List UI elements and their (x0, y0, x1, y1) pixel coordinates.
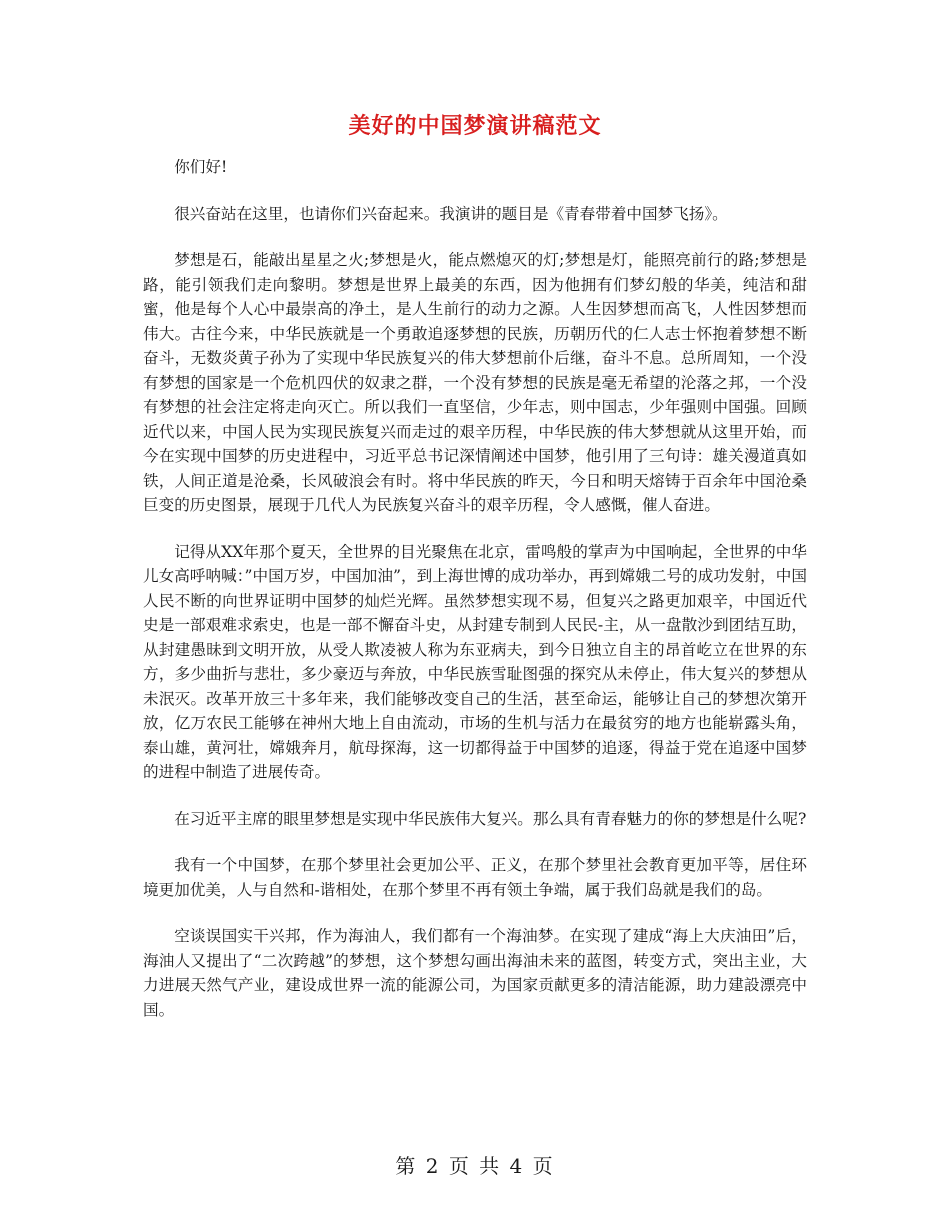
page-title: 美好的中国梦演讲稿范文 (348, 113, 602, 139)
paragraph-greeting: 你们好! (174, 158, 228, 176)
paragraph-my-dream: 我有一个中国梦，在那个梦里社会更加公平、正义，在那个梦里社会教育更加平等，居住环境更加优美，人与自然和-谐相处，在那个梦里不再有领土争端，属于我们岛就是我们的岛。 (143, 856, 807, 899)
paragraph-history: 记得从XX年那个夏天，全世界的目光聚焦在北京，雷鸣般的掌声为中国响起，全世界的中华儿女高呼呐喊：”中国万岁，中国加油”，到上海世博的成功举办，再到嫦娥二号的成功发射，中国人民不断的向世界证明中国梦的灿烂光辉。虽然梦想实现不易，但复兴之路更加艰辛，中国近代史是一部艰难求索史，也是一部不懈奋斗史，从封建专制到人民民-主，从一盘散沙到团结互助，从封建愚昧到文明开放，从受人欺凌被人称为东亚病夫，到今日独立自主的昂首屹立在世界的东方，多少曲折与悲壮，多少豪迈与奔放，中华民族雪耻图强的探究从未停止，伟大复兴的梦想从未泯灭。改革开放三十多年来，我们能够改变自己的生活，甚至命运，能够让自己的梦想次第开放，亿万农民工能够在神州大地上自由流动，市场的生机与活力在最贫穷的地方也能崭露头角，泰山雄，黄河壮，嫦娥奔月，航母探海，这一切都得益于中国梦的追逐，得益于党在追逐中国梦的进程中制造了进展传奇。 (143, 542, 807, 781)
document-body (143, 155, 807, 1044)
paragraph-oil-dream: 空谈误国实干兴邦，作为海油人，我们都有一个海油梦。在实现了建成“海上大庆油田”后，海油人又提出了“二次跨越”的梦想，这个梦想勾画出海油未来的蓝图，转变方式，突出主业，大力进展天然气产业，建设成世界一流的能源公司，为国家贡献更多的清洁能源，助力建設漂亮中国。 (143, 927, 807, 1019)
paragraph-intro: 很兴奋站在这里，也请你们兴奋起来。我演讲的题目是《青春带着中国梦飞扬》。 (174, 204, 728, 223)
page-number: 第 2 页 共 4 页 (395, 1154, 555, 1178)
paragraph-question: 在习近平主席的眼里梦想是实现中华民族伟大复兴。那么具有青春魅力的你的梦想是什么呢? (174, 809, 807, 828)
paragraph-dream: 梦想是石，能敲出星星之火;梦想是火，能点燃熄灭的灯;梦想是灯，能照亮前行的路;梦想是路，能引领我们走向黎明。梦想是世界上最美的东西，因为他拥有们梦幻般的华美，纯洁和甜蜜，他是每个人心中最崇高的净土，是人生前行的动力之源。人生因梦想而高飞，人性因梦想而伟大。古往今来，中华民族就是一个勇敢追逐梦想的民族，历朝历代的仁人志士怀抱着梦想不断奋斗，无数炎黄子孙为了实现中华民族复兴的伟大梦想前仆后继，奋斗不息。总所周知，一个没有梦想的国家是一个危机四伏的奴隶之群，一个没有梦想的民族是毫无希望的沦落之邦，一个没有梦想的社会注定将走向灭亡。所以我们一直坚信，少年志，则中国志，少年强则中国强。回顾近代以来，中国人民为实现民族复兴而走过的艰辛历程，中华民族的伟大梦想就从这里开始，而今在实现中国梦的历史进程中，习近平总书记深情阐述中国梦，他引用了三句诗：雄关漫道真如铁，人间正道是沧桑，长风破浪会有时。将中华民族的昨天，今日和明天熔铸于百余年中国沧桑巨变的历史图景，展现于几代人为民族复兴奋斗的艰辛历程，令人感慨，催人奋进。 (143, 251, 807, 514)
